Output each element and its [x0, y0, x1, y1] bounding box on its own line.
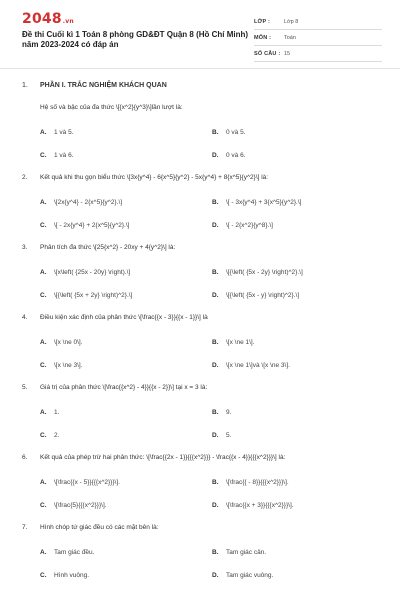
option-letter: A.	[40, 268, 47, 276]
option-a[interactable]	[40, 336, 210, 348]
option-c[interactable]	[40, 219, 210, 231]
option-text: \[x \ne 0\].	[54, 338, 83, 346]
option-letter: D.	[212, 571, 219, 579]
question-list	[22, 82, 382, 594]
option-text: \[{\left( {5x - y} \right)^2}.\]	[226, 291, 300, 299]
answer-options	[40, 266, 382, 314]
option-b[interactable]	[212, 126, 382, 138]
question-number: 1.	[22, 82, 28, 89]
option-letter: A.	[40, 198, 47, 206]
question-header	[22, 454, 382, 476]
option-d[interactable]	[212, 219, 382, 231]
question-number: 5.	[22, 384, 28, 391]
option-b[interactable]	[212, 196, 382, 208]
option-text: \[\frac{{ - 8}}{{{x^2}}}\].	[226, 478, 289, 486]
option-letter: C.	[40, 571, 47, 579]
option-letter: B.	[212, 128, 219, 136]
option-c[interactable]	[40, 359, 210, 371]
question-header	[22, 524, 382, 546]
question-header	[22, 314, 382, 336]
option-text: 0 và 6.	[226, 151, 246, 159]
option-letter: B.	[212, 548, 219, 556]
option-b[interactable]	[212, 406, 382, 418]
option-text: 1 và 5.	[54, 128, 74, 136]
option-text: 9.	[226, 408, 232, 416]
option-d[interactable]	[212, 499, 382, 511]
option-a[interactable]	[40, 196, 210, 208]
answer-options	[40, 336, 382, 384]
meta-value: Lớp 8	[284, 18, 299, 25]
option-text: Tam giác đều.	[54, 548, 95, 556]
question-2	[22, 174, 382, 244]
option-text: \[ - 2x{y^4} + 2{x^5}{y^2}.\]	[54, 221, 130, 229]
question-1	[22, 82, 382, 174]
option-a[interactable]	[40, 266, 210, 278]
option-text: \[x \ne 1\]và \[x \ne 3\].	[226, 361, 290, 369]
question-text: Phân tích đa thức \[25{x^2} - 20xy + 4{y^2}\] là:	[40, 244, 176, 251]
option-c[interactable]	[40, 429, 210, 441]
question-text: Điều kiện xác định của phân thức \[\frac{{x - 3}}{{x - 1}}\] là	[40, 314, 208, 321]
option-b[interactable]	[212, 336, 382, 348]
question-4	[22, 314, 382, 384]
section-heading	[22, 82, 382, 104]
answer-options	[40, 476, 382, 524]
option-text: Tam giác vuông.	[226, 571, 274, 579]
option-text: \[ - 2{x^2}{y^8}.\]	[226, 221, 273, 229]
option-b[interactable]	[212, 546, 382, 558]
logo-text: 2048	[22, 11, 62, 27]
question-3	[22, 244, 382, 314]
option-letter: B.	[212, 408, 219, 416]
question-number: 4.	[22, 314, 28, 321]
option-text: Hình vuông.	[54, 571, 90, 579]
option-text: 1 và 6.	[54, 151, 74, 159]
option-letter: D.	[212, 151, 219, 159]
meta-info-table	[254, 14, 382, 62]
option-letter: C.	[40, 151, 47, 159]
option-letter: B.	[212, 268, 219, 276]
option-text: \[x\left( {25x - 20y} \right).\]	[54, 268, 131, 276]
question-7	[22, 524, 382, 594]
option-letter: B.	[212, 338, 219, 346]
option-c[interactable]	[40, 289, 210, 301]
option-text: \[\frac{5}{{{x^2}}}\].	[54, 501, 107, 509]
option-c[interactable]	[40, 149, 210, 161]
option-c[interactable]	[40, 569, 210, 581]
option-c[interactable]	[40, 499, 210, 511]
question-number: 2.	[22, 174, 28, 181]
question-header	[22, 384, 382, 406]
option-a[interactable]	[40, 406, 210, 418]
option-letter: A.	[40, 478, 47, 486]
meta-row-question-count	[254, 46, 382, 62]
question-number: 3.	[22, 244, 28, 251]
question-number: 7.	[22, 524, 28, 531]
question-text: Kết quả khi thu gọn biểu thức \[3x{y^4} - 6{x^5}{y^2} - 5x{y^4} + 8{x^5}{y^2}\] là:	[40, 174, 269, 181]
question-header	[22, 244, 382, 266]
option-text: 2.	[54, 431, 60, 439]
option-letter: B.	[212, 198, 219, 206]
option-text: \[ - 3x{y^4} + 3{x^5}{y^2}.\]	[226, 198, 302, 206]
option-text: 1.	[54, 408, 60, 416]
option-letter: D.	[212, 221, 219, 229]
option-text: \[{\left( {5x - 2y} \right)^2}.\]	[226, 268, 303, 276]
question-5	[22, 384, 382, 454]
logo-suffix: .vn	[62, 18, 74, 25]
option-text: 5.	[226, 431, 232, 439]
option-text: \[{\left( {5x + 2y} \right)^2}.\]	[54, 291, 133, 299]
option-a[interactable]	[40, 476, 210, 488]
option-letter: C.	[40, 431, 47, 439]
answer-options	[40, 406, 382, 454]
meta-row-grade	[254, 14, 382, 30]
option-b[interactable]	[212, 476, 382, 488]
option-text: \[2x{y^4} - 2{x^5}{y^2}.\]	[54, 198, 123, 206]
option-letter: A.	[40, 338, 47, 346]
option-letter: D.	[212, 361, 219, 369]
option-a[interactable]	[40, 126, 210, 138]
answer-options	[40, 126, 382, 174]
option-letter: C.	[40, 361, 47, 369]
option-letter: A.	[40, 548, 47, 556]
option-a[interactable]	[40, 546, 210, 558]
question-6	[22, 454, 382, 524]
option-letter: B.	[212, 478, 219, 486]
question-text: Kết quả của phép trừ hai phân thức: \[\frac{{2x - 1}}{{{x^2}}} - \frac{{x - 4}}{{{x^2}}}\] là:	[40, 454, 286, 461]
answer-options	[40, 196, 382, 244]
option-b[interactable]	[212, 266, 382, 278]
option-text: \[x \ne 3\].	[54, 361, 83, 369]
option-text: \[\frac{{x - 5}}{{{x^2}}}\].	[54, 478, 120, 486]
meta-label: MÔN :	[254, 34, 272, 41]
option-d[interactable]	[212, 359, 382, 371]
option-d[interactable]	[212, 569, 382, 581]
site-logo[interactable]	[22, 11, 74, 27]
option-letter: C.	[40, 501, 47, 509]
answer-options	[40, 546, 382, 594]
option-letter: A.	[40, 128, 47, 136]
option-letter: A.	[40, 408, 47, 416]
option-d[interactable]	[212, 289, 382, 301]
meta-value: Toán	[284, 34, 296, 41]
question-header	[22, 174, 382, 196]
document-header	[0, 0, 400, 69]
section-title: PHẦN I. TRẮC NGHIỆM KHÁCH QUAN	[40, 82, 167, 89]
question-text: Giá trị của phân thức \[\frac{{x^2} - 4}}{{x - 2}}\] tại x = 3 là:	[40, 384, 208, 391]
option-text: 0 và 5.	[226, 128, 246, 136]
option-letter: C.	[40, 221, 47, 229]
meta-value: 15	[284, 50, 291, 57]
option-text: Tam giác cân.	[226, 548, 267, 556]
option-text: \[\frac{{x + 3}}{{{x^2}}}\].	[226, 501, 294, 509]
option-letter: D.	[212, 291, 219, 299]
option-letter: D.	[212, 431, 219, 439]
document-title: Đề thi Cuối kì 1 Toán 8 phòng GD&ĐT Quận 8 (Hồ Chí Minh) năm 2023-2024 có đáp án	[22, 30, 249, 49]
question-text: Hình chóp tứ giác đều có các mặt bên là:	[40, 524, 159, 531]
option-text: \[x \ne 1\].	[226, 338, 255, 346]
option-letter: C.	[40, 291, 47, 299]
meta-row-subject	[254, 30, 382, 46]
option-d[interactable]	[212, 429, 382, 441]
question-text: Hệ số và bậc của đa thức \[{x^2}{y^3}\]lần lượt là:	[40, 104, 183, 111]
option-d[interactable]	[212, 149, 382, 161]
question-number: 6.	[22, 454, 28, 461]
meta-label: LỚP :	[254, 18, 270, 25]
option-letter: D.	[212, 501, 219, 509]
meta-label: SỐ CÂU :	[254, 50, 281, 57]
